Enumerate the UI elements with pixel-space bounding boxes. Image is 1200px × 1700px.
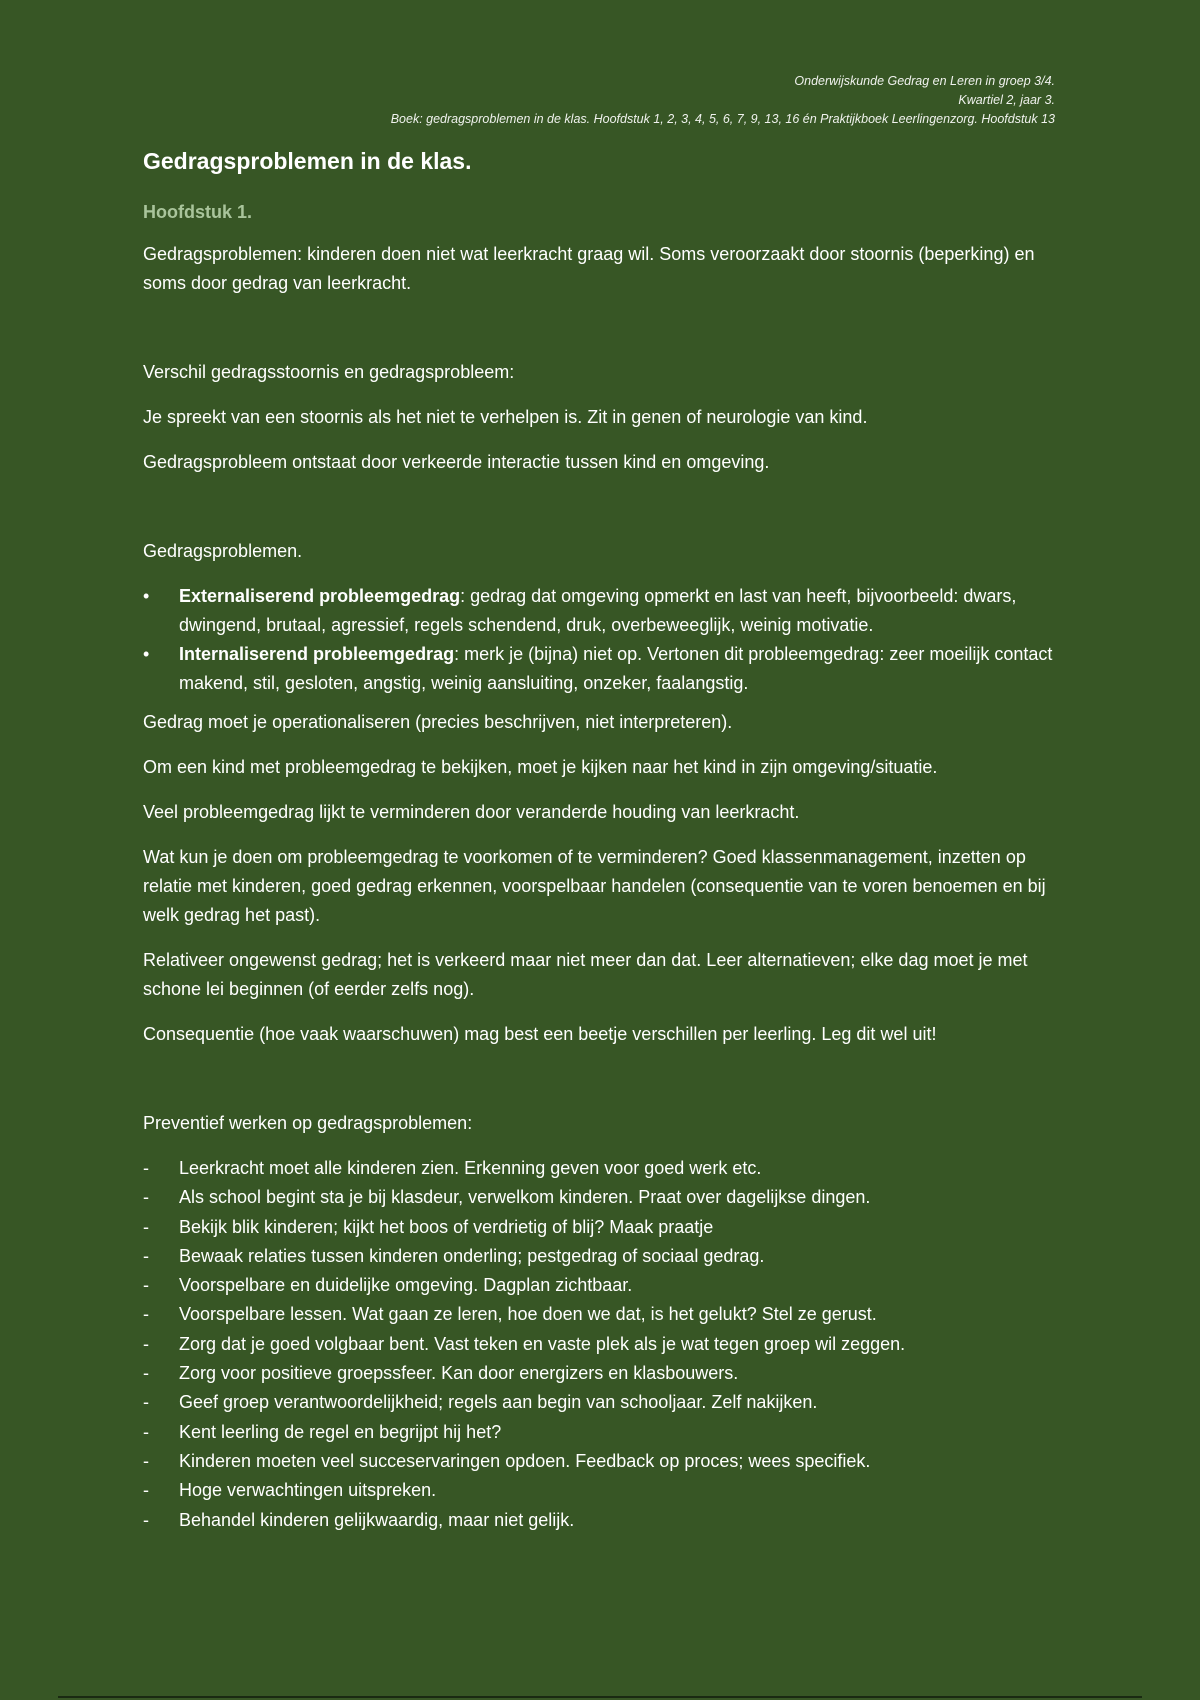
page-header [155,72,1055,129]
dash-icon: - [143,1245,149,1266]
chapter-heading: Hoofdstuk 1. [143,202,253,222]
bullet-icon: • [143,644,150,664]
document-body [143,142,1053,1535]
body-paragraph: Veel probleemgedrag lijkt te verminderen door veranderde houding van leerkracht. [143,802,800,822]
list-item: - Geef groep verantwoordelijkheid; regels aan begin van schooljaar. Zelf nakijken. [143,1388,1053,1417]
list-item [143,582,1053,640]
dash-icon: - [143,1216,149,1237]
list-item: - Bewaak relaties tussen kinderen onderling; pestgedrag of sociaal gedrag. [143,1242,1053,1271]
dash-icon: - [143,1304,149,1325]
dash-icon: - [143,1450,149,1471]
body-paragraph: Wat kun je doen om probleemgedrag te voorkomen of te verminderen? Goed klassenmanagement, inzetten op relatie met kinderen, goed gedrag erkennen, voorspelbaar handelen (consequentie van te voren benoemen en bij welk gedrag het past). [143,847,1046,925]
body-paragraph: Consequentie (hoe vaak waarschuwen) mag best een beetje verschillen per leerling. Leg dit wel uit! [143,1024,937,1044]
bullet-icon: • [143,586,150,606]
list-item: - Behandel kinderen gelijkwaardig, maar niet gelijk. [143,1506,1053,1535]
difference-paragraph-2: Gedragsprobleem ontstaat door verkeerde interactie tussen kind en omgeving. [143,452,770,472]
header-course-line: Onderwijskunde Gedrag en Leren in groep 3/4. [794,74,1055,88]
list-item: - Kinderen moeten veel succeservaringen opdoen. Feedback op proces; wees specifiek. [143,1447,1053,1476]
term-internalizing: Internaliserend probleemgedrag [179,644,455,664]
problems-heading: Gedragsproblemen. [143,541,303,561]
preventive-list [143,1154,1053,1535]
dash-icon: - [143,1158,149,1178]
list-item: - Zorg dat je goed volgbaar bent. Vast teken en vaste plek als je wat tegen groep wil zeggen. [143,1330,1053,1359]
dash-icon: - [143,1187,149,1208]
body-paragraph: Om een kind met probleemgedrag te bekijken, moet je kijken naar het kind in zijn omgeving/situatie. [143,757,938,777]
list-item [143,640,1053,698]
dash-icon: - [143,1275,149,1296]
problem-types-list [143,582,1053,698]
term-externalizing: Externaliserend probleemgedrag [179,586,461,606]
term-description: : gedrag dat omgeving opmerkt en last van heeft, bijvoorbeeld: dwars, dwingend, brutaal, agressief, regels schendend, druk, overbeweeglijk, weinig motivatie. [179,586,1017,635]
term-description: : merk je (bijna) niet op. Vertonen dit probleemgedrag: zeer moeilijk contact makend, stil, gesloten, angstig, weinig aansluiting, onzeker, faalangstig. [179,644,1053,693]
list-item: - Bekijk blik kinderen; kijkt het boos of verdrietig of blij? Maak praatje [143,1213,1053,1242]
list-item: - Kent leerling de regel en begrijpt hij het? [143,1418,1053,1447]
list-item: - Als school begint sta je bij klasdeur, verwelkom kinderen. Praat over dagelijkse dingen. [143,1183,1053,1212]
intro-paragraph: Gedragsproblemen: kinderen doen niet wat leerkracht graag wil. Soms veroorzaakt door stoornis (beperking) en soms door gedrag van leerkracht. [143,244,1035,293]
body-paragraph: Relativeer ongewenst gedrag; het is verkeerd maar niet meer dan dat. Leer alternatieven; elke dag moet je met schone lei beginnen (of eerder zelfs nog). [143,950,1028,999]
dash-icon: - [143,1392,149,1413]
document-title: Gedragsproblemen in de klas. [143,148,472,174]
list-item: - Voorspelbare lessen. Wat gaan ze leren, hoe doen we dat, is het gelukt? Stel ze gerust. [143,1300,1053,1329]
dash-icon: - [143,1363,149,1384]
list-item: - Zorg voor positieve groepssfeer. Kan door energizers en klasbouwers. [143,1359,1053,1388]
preventive-heading: Preventief werken op gedragsproblemen: [143,1113,473,1133]
difference-paragraph-1: Je spreekt van een stoornis als het niet te verhelpen is. Zit in genen of neurologie van kind. [143,407,868,427]
body-paragraph: Gedrag moet je operationaliseren (precies beschrijven, niet interpreteren). [143,712,733,732]
list-item: - Leerkracht moet alle kinderen zien. Erkenning geven voor goed werk etc. [143,1154,1053,1183]
header-book-line: Boek: gedragsproblemen in de klas. Hoofdstuk 1, 2, 3, 4, 5, 6, 7, 9, 13, 16 én Praktijkboek Leerlingenzorg. Hoofdstuk 13 [390,112,1055,126]
dash-icon: - [143,1480,149,1501]
list-item: - Hoge verwachtingen uitspreken. [143,1476,1053,1505]
footer-divider [58,1696,1142,1698]
dash-icon: - [143,1421,149,1442]
difference-heading: Verschil gedragsstoornis en gedragsprobleem: [143,362,515,382]
dash-icon: - [143,1509,149,1530]
header-term-line: Kwartiel 2, jaar 3. [958,93,1055,107]
list-item: - Voorspelbare en duidelijke omgeving. Dagplan zichtbaar. [143,1271,1053,1300]
dash-icon: - [143,1333,149,1354]
